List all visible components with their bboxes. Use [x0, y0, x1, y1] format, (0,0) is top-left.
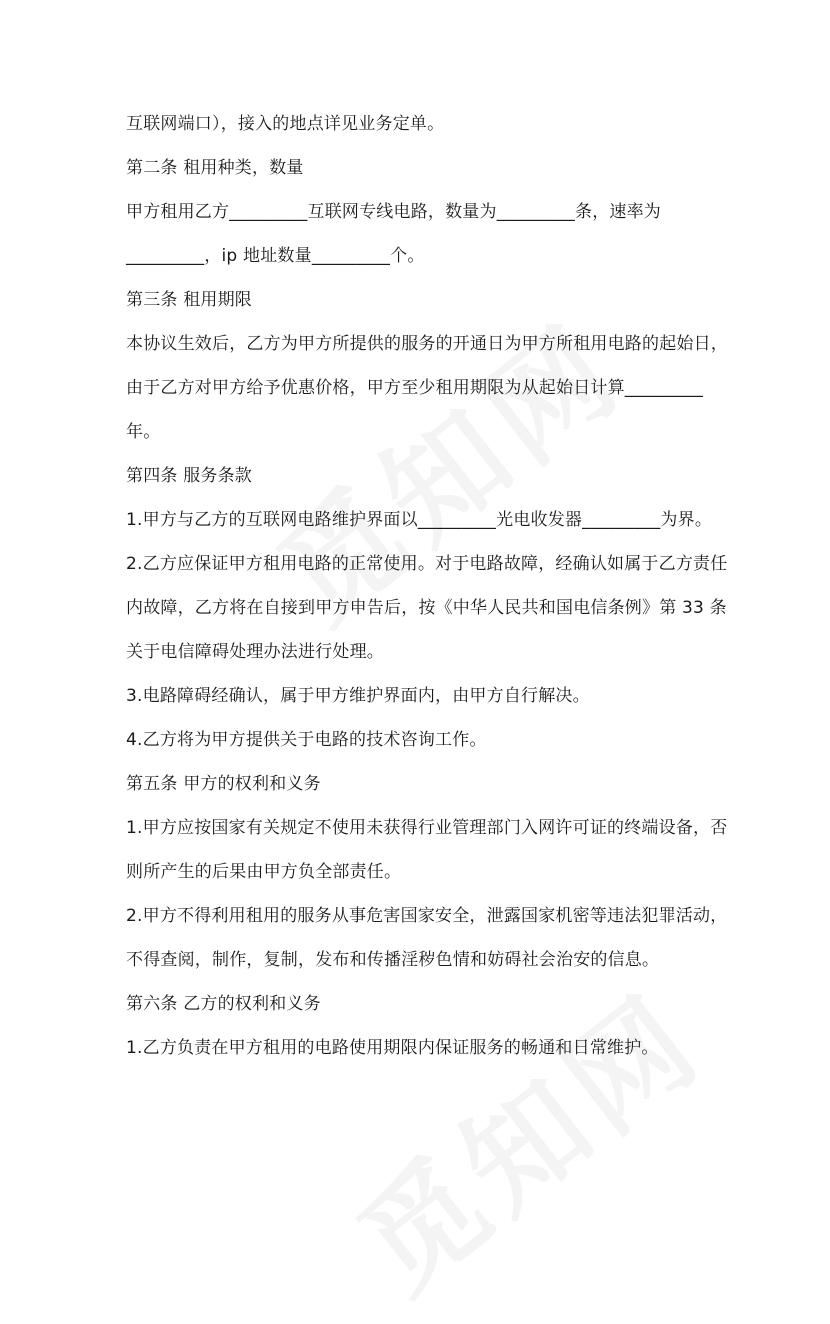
line-3: 甲方租用乙方_________互联网专线电路，数量为_________条，速率为 — [126, 202, 661, 222]
line-10: 1.甲方与乙方的互联网电路维护界面以_________光电收发器_________为界。 — [126, 510, 713, 530]
line-20: 不得查阅，制作，复制，发布和传播淫秽色情和妨碍社会治安的信息。 — [126, 950, 660, 970]
section-4-heading: 第四条 服务条款 — [126, 466, 253, 486]
line-6: 本协议生效后，乙方为甲方所提供的服务的开通日为甲方所租用电路的起始日， — [126, 334, 728, 354]
line-19: 2.甲方不得利用租用的服务从事危害国家安全，泄露国家机密等违法犯罪活动， — [126, 906, 728, 926]
line-8: 年。 — [126, 422, 161, 442]
section-5-heading: 第五条 甲方的权利和义务 — [126, 774, 321, 794]
line-17: 1.甲方应按国家有关规定不使用未获得行业管理部门入网许可证的终端设备，否 — [126, 818, 728, 838]
section-6-heading: 第六条 乙方的权利和义务 — [126, 994, 321, 1014]
watermark-2 — [318, 948, 731, 1324]
line-11: 2.乙方应保证甲方租用电路的正常使用。对于电路故障，经确认如属于乙方责任 — [126, 554, 728, 574]
line-4: _________，ip 地址数量_________个。 — [126, 246, 425, 266]
line-14: 3.电路障碍经确认，属于甲方维护界面内，由甲方自行解决。 — [126, 686, 590, 706]
section-3-heading: 第三条 租用期限 — [126, 290, 253, 310]
line-13: 关于电信障碍处理办法进行处理。 — [126, 642, 384, 662]
line-12: 内故障，乙方将在自接到甲方申告后，按《中华人民共和国电信条例》第 33 条 — [126, 598, 727, 618]
line-7: 由于乙方对甲方给予优惠价格，甲方至少租用期限为从起始日计算_________ — [126, 378, 704, 398]
line-15: 4.乙方将为甲方提供关于电路的技术咨询工作。 — [126, 730, 487, 750]
line-18: 则所产生的后果由甲方负全部责任。 — [126, 862, 402, 882]
line-1: 互联网端口），接入的地点详见业务定单。 — [126, 114, 445, 134]
section-2-heading: 第二条 租用种类，数量 — [126, 158, 304, 178]
line-22: 1.乙方负责在甲方租用的电路使用期限内保证服务的畅通和日常维护。 — [126, 1038, 659, 1058]
